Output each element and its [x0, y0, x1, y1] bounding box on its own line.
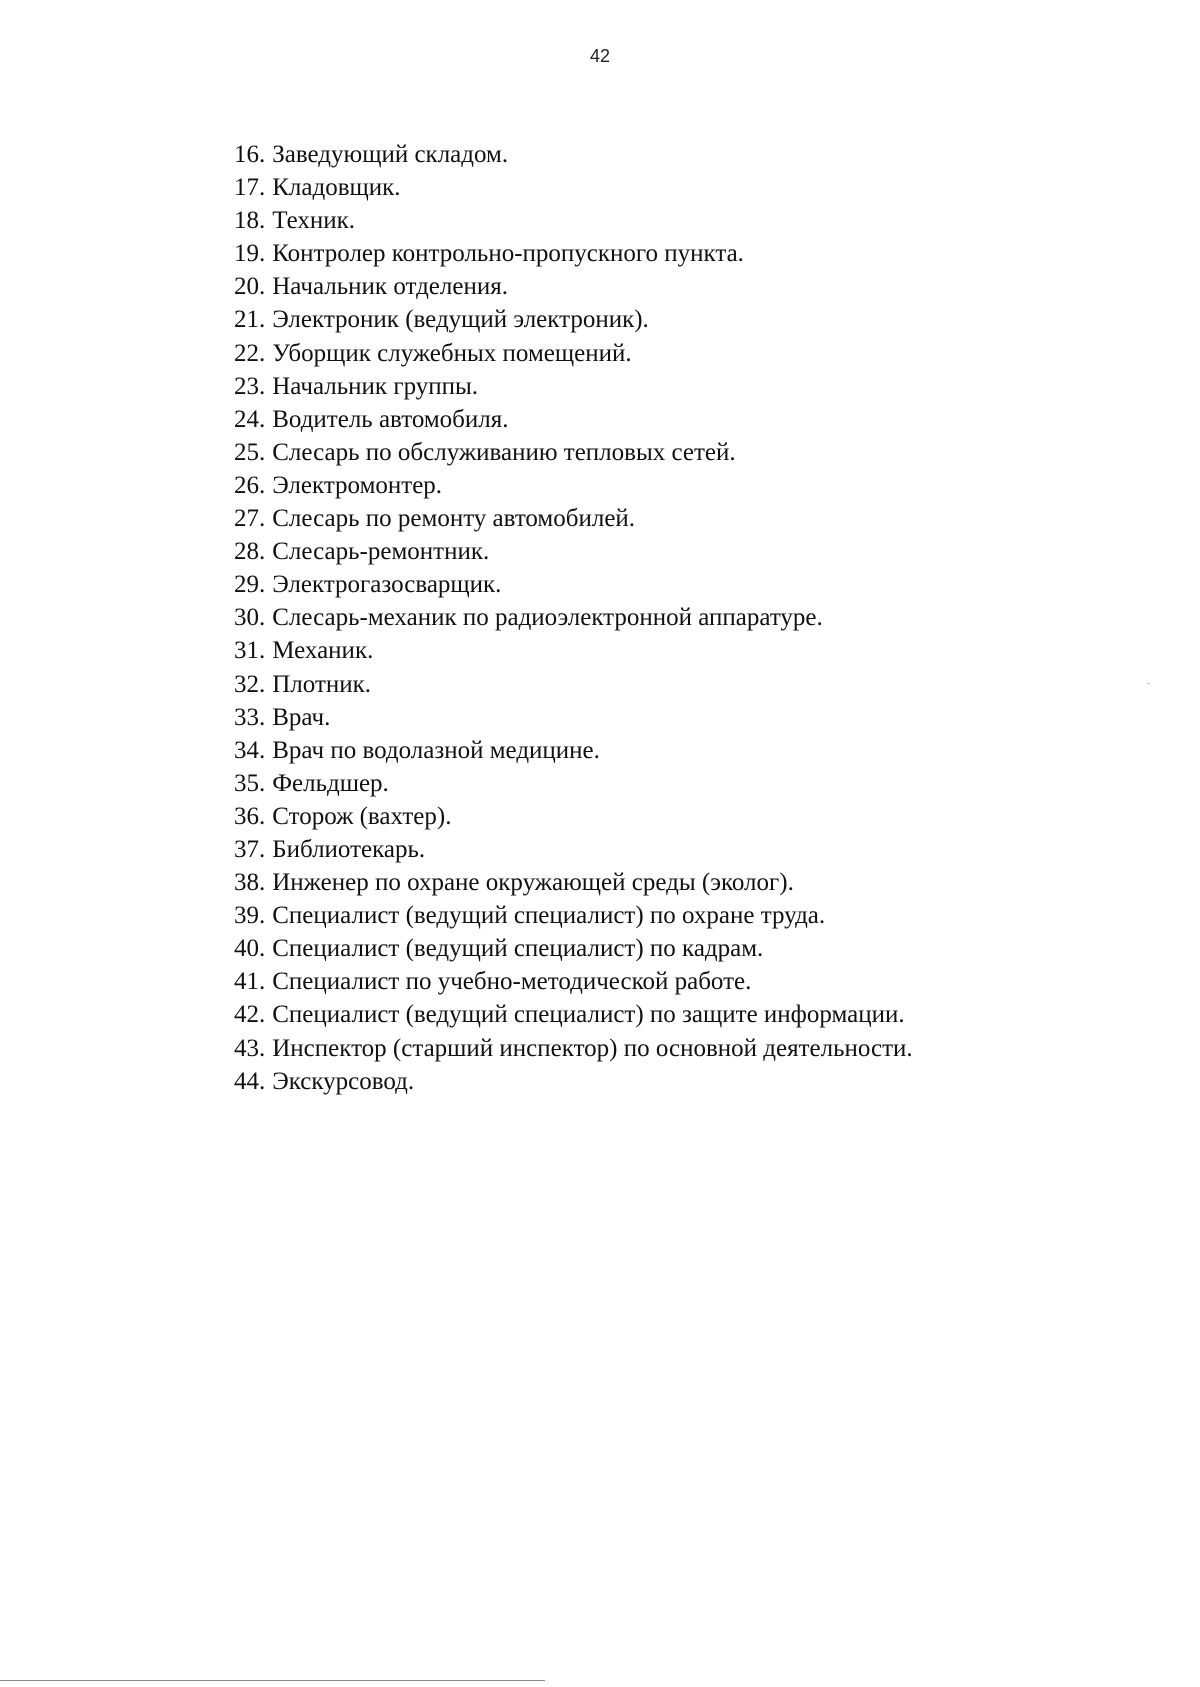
list-item-number: 41.	[234, 968, 266, 996]
list-item-number: 39.	[234, 902, 266, 930]
list-item	[234, 932, 913, 965]
list-item-number: 27.	[234, 505, 266, 533]
list-item	[234, 469, 913, 502]
list-item-number: 25.	[234, 438, 266, 466]
list-item-number: 26.	[234, 471, 266, 499]
list-item	[234, 866, 913, 899]
list-item-text: Начальник отделения.	[272, 273, 508, 301]
list-item	[234, 535, 913, 568]
list-item-number: 38.	[234, 869, 266, 897]
list-item	[234, 1065, 913, 1098]
list-item-text: Техник.	[272, 207, 355, 235]
list-item	[234, 502, 913, 535]
list-item-number: 29.	[234, 571, 266, 599]
list-item-text: Слесарь по ремонту автомобилей.	[272, 505, 636, 533]
list-item-number: 36.	[234, 802, 266, 830]
list-item-number: 30.	[234, 604, 266, 632]
list-item-text: Плотник.	[272, 670, 372, 698]
list-item-text: Экскурсовод.	[272, 1067, 415, 1095]
list-item	[234, 701, 913, 734]
page-number: 42	[589, 46, 611, 66]
list-item	[234, 601, 913, 634]
list-item	[234, 303, 913, 336]
list-item-number: 24.	[234, 405, 266, 433]
list-item-number: 34.	[234, 736, 266, 764]
list-item-text: Начальник группы.	[272, 372, 479, 400]
list-item-text: Слесарь по обслуживанию тепловых сетей.	[272, 438, 736, 466]
list-item-number: 42.	[234, 1001, 266, 1029]
list-item-text: Контролер контрольно-пропускного пункта.	[272, 240, 744, 268]
scan-speck	[1147, 683, 1150, 684]
list-item-text: Водитель автомобиля.	[272, 405, 509, 433]
list-item-number: 28.	[234, 538, 266, 566]
list-item-text: Специалист (ведущий специалист) по защите информации.	[272, 1001, 905, 1029]
list-item-text: Специалист по учебно-методической работе.	[272, 968, 752, 996]
list-item-text: Специалист (ведущий специалист) по кадрам.	[272, 935, 764, 963]
list-item	[234, 767, 913, 800]
list-item	[234, 965, 913, 998]
list-item	[234, 171, 913, 204]
list-item-text: Слесарь-механик по радиоэлектронной аппаратуре.	[272, 604, 823, 632]
list-item-text: Механик.	[272, 637, 374, 665]
list-item-text: Электроник (ведущий электроник).	[272, 306, 649, 334]
list-item-text: Фельдшер.	[272, 769, 389, 797]
list-item-number: 35.	[234, 769, 266, 797]
list-item-text: Заведующий складом.	[272, 141, 509, 168]
list-item-text: Электромонтер.	[272, 471, 443, 499]
list-item-number: 19.	[234, 240, 266, 268]
list-item	[234, 734, 913, 767]
list-item-text: Инженер по охране окружающей среды (эколог).	[272, 869, 794, 897]
list-item	[234, 370, 913, 403]
list-item-text: Инспектор (старший инспектор) по основной деятельности.	[272, 1034, 913, 1062]
list-item-text: Библиотекарь.	[272, 835, 426, 863]
list-item-text: Сторож (вахтер).	[272, 802, 452, 830]
list-item	[234, 800, 913, 833]
list-item-number: 37.	[234, 835, 266, 863]
list-item	[234, 204, 913, 237]
list-item-number: 23.	[234, 372, 266, 400]
position-list	[234, 138, 913, 1098]
list-item	[234, 899, 913, 932]
list-item-text: Уборщик служебных помещений.	[272, 339, 632, 367]
list-item-number: 18.	[234, 207, 266, 235]
list-item-number: 32.	[234, 670, 266, 698]
list-item-number: 20.	[234, 273, 266, 301]
list-item-number: 17.	[234, 174, 266, 202]
list-item-number: 16.	[234, 141, 266, 168]
list-item-number: 40.	[234, 935, 266, 963]
list-item	[234, 1032, 913, 1065]
list-item-text: Электрогазосварщик.	[272, 571, 502, 599]
list-item-text: Врач по водолазной медицине.	[272, 736, 600, 764]
list-item	[234, 436, 913, 469]
list-item	[234, 337, 913, 370]
list-item	[234, 668, 913, 701]
list-item-number: 22.	[234, 339, 266, 367]
list-item-text: Кладовщик.	[272, 174, 401, 202]
list-item	[234, 270, 913, 303]
list-item	[234, 403, 913, 436]
list-item	[234, 833, 913, 866]
list-item	[234, 998, 913, 1031]
list-item-number: 21.	[234, 306, 266, 334]
list-item-text: Слесарь-ремонтник.	[272, 538, 490, 566]
list-item-text: Специалист (ведущий специалист) по охране труда.	[272, 902, 826, 930]
list-item	[234, 634, 913, 667]
scan-edge-line	[0, 1680, 545, 1681]
list-item-number: 31.	[234, 637, 266, 665]
list-item-number: 33.	[234, 703, 266, 731]
list-item-number: 44.	[234, 1067, 266, 1095]
list-item	[234, 138, 913, 171]
list-item	[234, 237, 913, 270]
list-item	[234, 568, 913, 601]
list-item-text: Врач.	[272, 703, 331, 731]
list-item-number: 43.	[234, 1034, 266, 1062]
